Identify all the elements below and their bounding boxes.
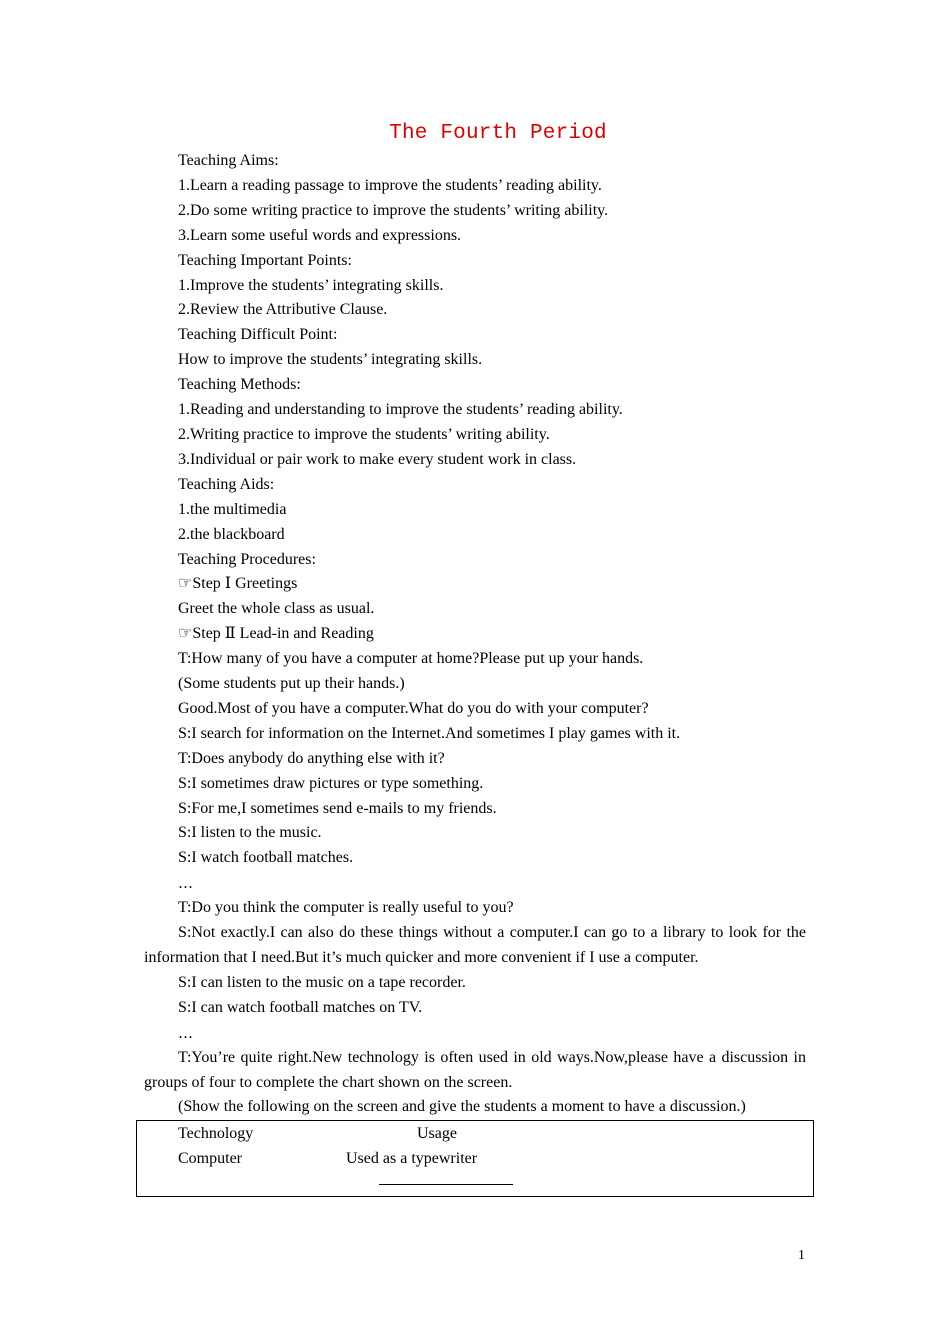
important-point-2: 2.Review the Attributive Clause. (178, 301, 388, 319)
heading-teaching-aids: Teaching Aids: (178, 475, 275, 493)
table-cell-usage: Used as a typewriter (346, 1150, 478, 1167)
discussion-chart-table (136, 1120, 814, 1197)
step-1-heading: ☞Step Ⅰ Greetings (178, 575, 298, 593)
table-header-usage: Usage (417, 1125, 457, 1142)
instruction-line: (Show the following on the screen and give the students a moment to have a discussion.) (178, 1098, 746, 1116)
heading-teaching-methods: Teaching Methods: (178, 376, 301, 394)
table-cell-technology: Computer (178, 1150, 242, 1167)
dialogue-line: T:Do you think the computer is really useful to you? (178, 899, 514, 917)
aid-2: 2.the blackboard (178, 525, 285, 543)
dialogue-line: T:Does anybody do anything else with it? (178, 749, 445, 767)
method-3: 3.Individual or pair work to make every student work in class. (178, 450, 577, 468)
dialogue-line: S:I can listen to the music on a tape recorder. (178, 973, 466, 991)
heading-teaching-procedures: Teaching Procedures: (178, 550, 316, 568)
dialogue-line: S:For me,I sometimes send e-mails to my friends. (178, 799, 497, 817)
dialogue-line: S:I listen to the music. (178, 824, 322, 842)
method-1: 1.Reading and understanding to improve the students’ reading ability. (178, 401, 623, 419)
dialogue-line: (Some students put up their hands.) (178, 675, 405, 693)
fill-in-blank-line (379, 1184, 513, 1185)
step-1-text: Greet the whole class as usual. (178, 600, 375, 618)
ellipsis: … (178, 874, 193, 893)
ellipsis: … (178, 1023, 193, 1042)
page-title: The Fourth Period (389, 122, 607, 145)
document-body (144, 149, 806, 1120)
dialogue-line: Good.Most of you have a computer.What do you do with your computer? (178, 699, 649, 717)
dialogue-line: S:I can watch football matches on TV. (178, 998, 423, 1016)
step-2-heading: ☞Step Ⅱ Lead-in and Reading (178, 625, 374, 643)
heading-teaching-aims: Teaching Aims: (178, 152, 279, 169)
aim-1: 1.Learn a reading passage to improve the students’ reading ability. (178, 176, 602, 194)
dialogue-line: S:I sometimes draw pictures or type something. (178, 774, 484, 792)
difficult-point: How to improve the students’ integrating skills. (178, 351, 483, 369)
aid-1: 1.the multimedia (178, 500, 287, 518)
table-header-technology: Technology (178, 1125, 254, 1142)
heading-important-points: Teaching Important Points: (178, 251, 352, 269)
aim-3: 3.Learn some useful words and expressions. (178, 226, 462, 244)
important-point-1: 1.Improve the students’ integrating skills. (178, 276, 444, 294)
dialogue-paragraph: T:You’re quite right.New technology is often used in old ways.Now,please have a discussion in groups of four to complete the chart shown on the screen. (144, 1048, 806, 1091)
dialogue-paragraph: S:Not exactly.I can also do these things without a computer.I can go to a library to look for the information that I need.But it’s much quicker and more convenient if I use a computer. (144, 924, 806, 966)
aim-2: 2.Do some writing practice to improve the students’ writing ability. (178, 201, 609, 219)
dialogue-line: S:I search for information on the Internet.And sometimes I play games with it. (178, 724, 681, 742)
dialogue-line: T:How many of you have a computer at home?Please put up your hands. (178, 650, 644, 668)
heading-difficult-point: Teaching Difficult Point: (178, 326, 338, 344)
page-number: 1 (798, 1248, 805, 1263)
dialogue-line: S:I watch football matches. (178, 849, 354, 867)
method-2: 2.Writing practice to improve the students’ writing ability. (178, 425, 550, 443)
